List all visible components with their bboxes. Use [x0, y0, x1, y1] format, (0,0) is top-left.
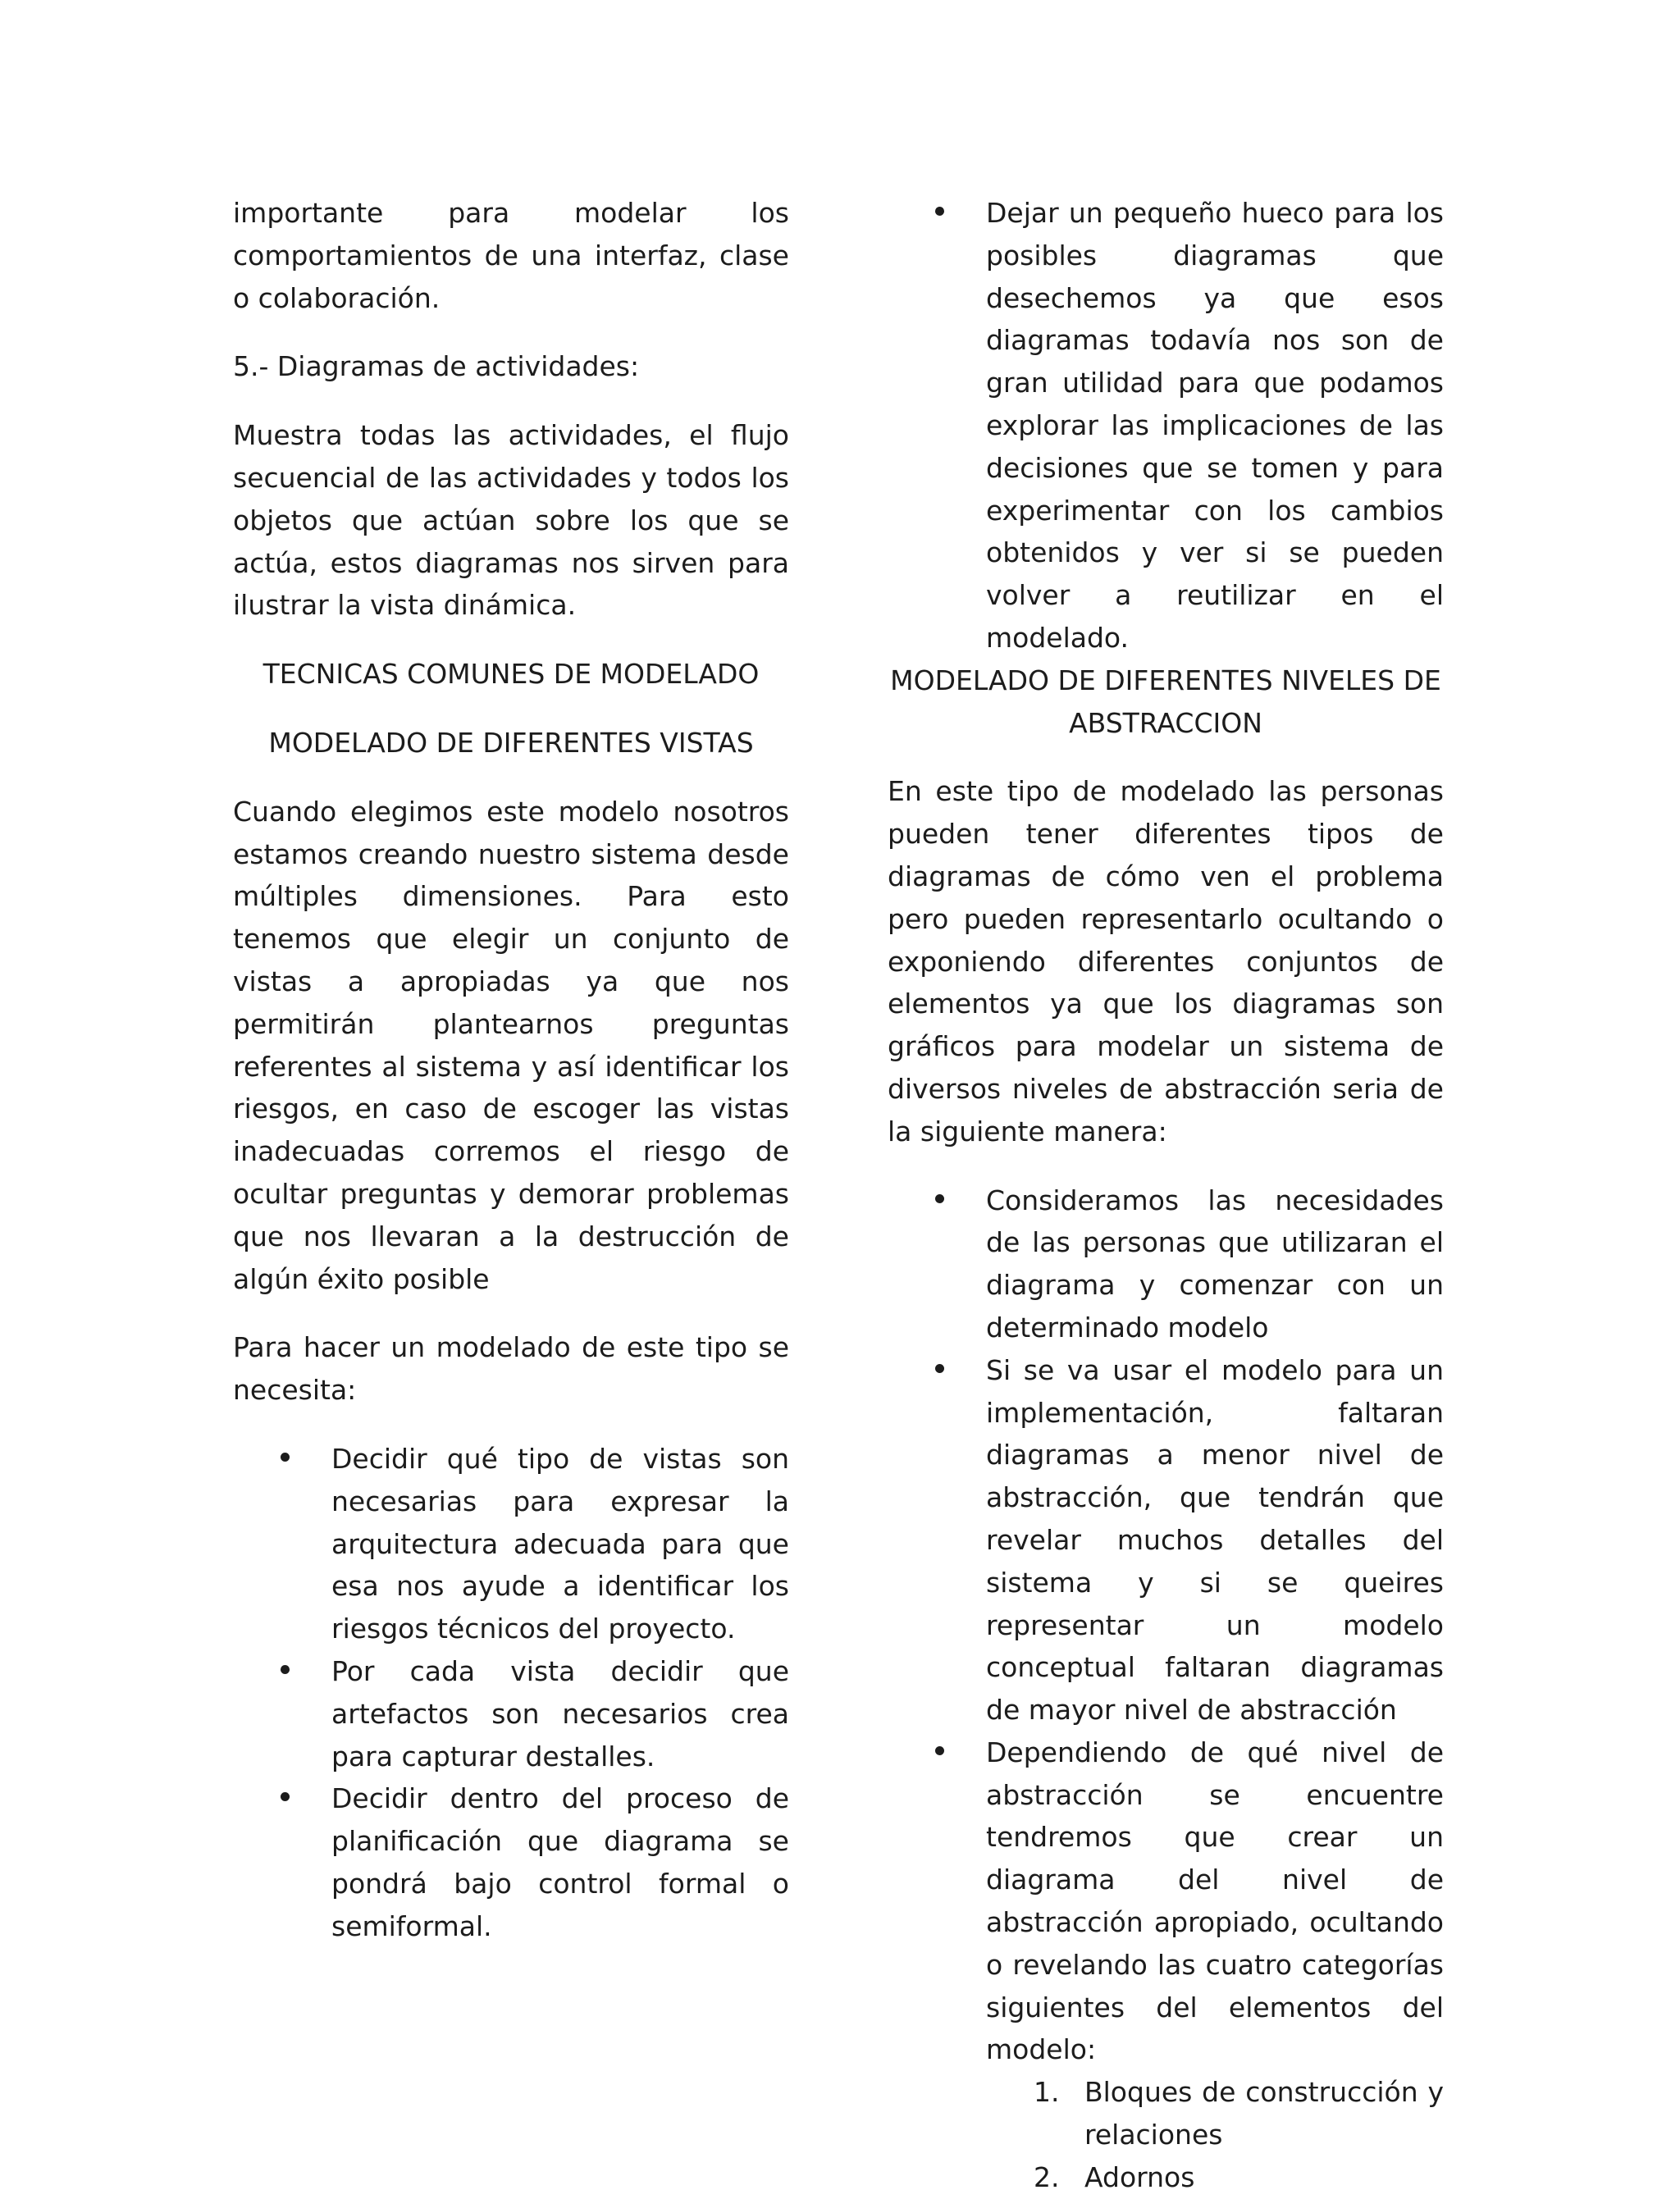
views-paragraph: Cuando elegimos este modelo nosotros estamos creando nuestro sistema desde múltiples dimensiones. Para esto tenemos que elegir un conjunto de vistas a apropiadas ya que nos permitirán plantearnos preguntas referentes al sistema y así identificar los riesgos, en caso de escoger las vistas inadecuadas corremos el riesgo de ocultar preguntas y demorar problemas que nos llevaran a la destrucción de algún éxito posible: [233, 795, 789, 1295]
list-item-text: Consideramos las necesidades de las personas que utilizaran el diagrama y comenzar con un determinado modelo: [986, 1184, 1444, 1344]
item-number: 1.: [1034, 2076, 1060, 2109]
bullet-icon: [281, 1453, 290, 1462]
list-item-text: Dependiendo de qué nivel de abstracción se encuentre tendremos que crear un diagrama del nivel de abstracción apropiado, ocultando o revelando las cuatro categorías siguientes del elementos del modelo:: [986, 1736, 1444, 2066]
bullet-icon: [935, 1364, 944, 1373]
section-title-abstraction-levels: [888, 659, 1444, 745]
list-item: [986, 1349, 1444, 1731]
model-categories-numbered-list: [986, 2071, 1444, 2198]
views-bullet-list: [233, 1438, 789, 1948]
list-item: [331, 1650, 789, 1777]
bullet-icon: [281, 1792, 290, 1801]
bullet-icon: [935, 1746, 944, 1755]
left-column: [233, 192, 789, 1947]
abstraction-bullet-list: [888, 1179, 1444, 2199]
activities-heading: 5.- Diagramas de actividades:: [233, 350, 640, 383]
needs-paragraph: Para hacer un modelado de este tipo se necesita:: [233, 1331, 789, 1407]
subsection-title-different-views: MODELADO DE DIFERENTES VISTAS: [268, 726, 754, 759]
list-item: [986, 1731, 1444, 2199]
bullet-icon: [935, 1194, 944, 1203]
numbered-item-text: Adornos: [1084, 2160, 1195, 2193]
bullet-icon: [935, 207, 944, 216]
numbered-item-text: Bloques de construcción y relaciones: [1084, 2076, 1444, 2151]
list-item-text: Decidir qué tipo de vistas son necesarias para expresar la arquitectura adecuada para que esa nos ayude a identificar los riesgos técnicos del proyecto.: [331, 1442, 789, 1645]
list-item-text: Dejar un pequeño hueco para los posibles diagramas que desechemos ya que esos diagramas todavía nos son de gran utilidad para que podamos explorar las implicaciones de las decisiones que se tomen y para experimentar con los cambios obtenidos y ver si se pueden volver a reutilizar en el modelado.: [986, 197, 1444, 654]
numbered-item: [1034, 2071, 1444, 2156]
list-item: [986, 192, 1444, 659]
right-column: [888, 192, 1444, 2199]
abstraction-paragraph: En este tipo de modelado las personas pueden tener diferentes tipos de diagramas de cómo ven el problema pero pueden representarlo ocultando o exponiendo diferentes conjuntos de elementos ya que los diagramas son gráficos para modelar un sistema de diversos niveles de abstracción seria de la siguiente manera:: [888, 775, 1444, 1147]
list-item: [331, 1438, 789, 1650]
activities-paragraph: Muestra todas las actividades, el flujo secuencial de las actividades y todos los objetos que actúan sobre los que se actúa, estos diagramas nos sirven para ilustrar la vista dinámica.: [233, 419, 789, 622]
intro-continuation-paragraph: importante para modelar los comportamientos de una interfaz, clase o colaboración.: [233, 197, 789, 314]
list-item: [331, 1777, 789, 1947]
section-title-line-2: ABSTRACCION: [1069, 706, 1262, 739]
list-item-text: Si se va usar el modelo para un implementación, faltaran diagramas a menor nivel de abstracción, que tendrán que revelar muchos detalles del sistema y si se queires representar un modelo conceptual faltaran diagramas de mayor nivel de abstracción: [986, 1353, 1444, 1727]
list-item-text: Decidir dentro del proceso de planificación que diagrama se pondrá bajo control formal o semiformal.: [331, 1782, 789, 1942]
numbered-item: [1034, 2156, 1444, 2199]
section-title-line-1: MODELADO DE DIFERENTES NIVELES DE: [890, 664, 1441, 696]
item-number: 2.: [1034, 2160, 1060, 2193]
section-title-common-techniques: TECNICAS COMUNES DE MODELADO: [262, 658, 760, 691]
list-item-text: Por cada vista decidir que artefactos son necesarios crea para capturar destalles.: [331, 1654, 789, 1772]
top-bullet-list: [888, 192, 1444, 659]
list-item: [986, 1179, 1444, 1349]
bullet-icon: [281, 1665, 290, 1674]
